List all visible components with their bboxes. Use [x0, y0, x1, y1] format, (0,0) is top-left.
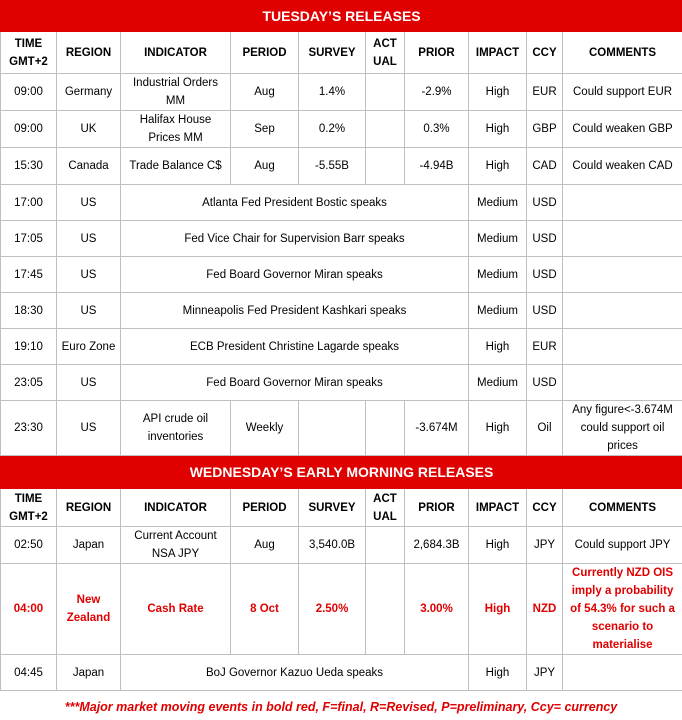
cell-impact: High	[469, 564, 527, 655]
cell-impact: High	[469, 655, 527, 691]
cell-indicator: Halifax House Prices MM	[121, 111, 231, 148]
cell-comments: Could support JPY	[563, 527, 682, 564]
cell-time: 02:50	[1, 527, 57, 564]
cell-comments: Currently NZD OIS imply a probability of 54.3% for such a scenario to materialise	[563, 564, 682, 655]
cell-period: Weekly	[231, 401, 299, 456]
cell-period: Aug	[231, 148, 299, 185]
header-indicator: INDICATOR	[121, 489, 231, 527]
cell-comments	[563, 655, 682, 691]
cell-ccy: CAD	[527, 148, 563, 185]
cell-event: Minneapolis Fed President Kashkari speaks	[121, 293, 469, 329]
cell-time: 18:30	[1, 293, 57, 329]
cell-time: 19:10	[1, 329, 57, 365]
cell-ccy: NZD	[527, 564, 563, 655]
cell-region: Japan	[57, 655, 121, 691]
cell-region: Japan	[57, 527, 121, 564]
cell-prior: -4.94B	[405, 148, 469, 185]
header-time: TIME GMT+2	[1, 32, 57, 74]
cell-survey: 0.2%	[299, 111, 366, 148]
cell-survey: 3,540.0B	[299, 527, 366, 564]
cell-time: 17:05	[1, 221, 57, 257]
cell-impact: High	[469, 401, 527, 456]
cell-region: US	[57, 257, 121, 293]
event-row	[1, 329, 682, 365]
header-region: REGION	[57, 489, 121, 527]
header-impact: IMPACT	[469, 32, 527, 74]
cell-region: UK	[57, 111, 121, 148]
cell-impact: High	[469, 74, 527, 111]
header-period: PERIOD	[231, 489, 299, 527]
header-comments: COMMENTS	[563, 32, 682, 74]
header-time: TIME GMT+2	[1, 489, 57, 527]
cell-ccy: USD	[527, 221, 563, 257]
cell-survey: 1.4%	[299, 74, 366, 111]
cell-indicator: API crude oil inventories	[121, 401, 231, 456]
cell-comments: Could support EUR	[563, 74, 682, 111]
cell-time: 17:45	[1, 257, 57, 293]
cell-impact: High	[469, 148, 527, 185]
wednesday-banner	[1, 456, 682, 489]
cell-period: 8 Oct	[231, 564, 299, 655]
event-row	[1, 221, 682, 257]
cell-event: Fed Vice Chair for Supervision Barr speaks	[121, 221, 469, 257]
cell-comments	[563, 221, 682, 257]
cell-impact: Medium	[469, 365, 527, 401]
event-row	[1, 655, 682, 691]
cell-region: Euro Zone	[57, 329, 121, 365]
header-actual: ACT UAL	[366, 489, 405, 527]
header-comments: COMMENTS	[563, 489, 682, 527]
cell-comments	[563, 329, 682, 365]
cell-event: BoJ Governor Kazuo Ueda speaks	[121, 655, 469, 691]
wednesday-header-row	[1, 489, 682, 527]
cell-prior: -3.674M	[405, 401, 469, 456]
header-impact: IMPACT	[469, 489, 527, 527]
cell-actual	[366, 111, 405, 148]
cell-impact: High	[469, 527, 527, 564]
cell-comments	[563, 185, 682, 221]
cell-time: 23:05	[1, 365, 57, 401]
cell-survey	[299, 401, 366, 456]
header-survey: SURVEY	[299, 32, 366, 74]
table-row	[1, 74, 682, 111]
cell-region: US	[57, 365, 121, 401]
header-period: PERIOD	[231, 32, 299, 74]
cell-comments	[563, 293, 682, 329]
table-row	[1, 527, 682, 564]
cell-indicator: Industrial Orders MM	[121, 74, 231, 111]
header-ccy: CCY	[527, 489, 563, 527]
cell-ccy: GBP	[527, 111, 563, 148]
cell-event: Fed Board Governor Miran speaks	[121, 257, 469, 293]
header-indicator: INDICATOR	[121, 32, 231, 74]
event-row	[1, 365, 682, 401]
cell-time: 23:30	[1, 401, 57, 456]
cell-impact: Medium	[469, 293, 527, 329]
cell-prior: 2,684.3B	[405, 527, 469, 564]
header-actual: ACT UAL	[366, 32, 405, 74]
cell-survey: -5.55B	[299, 148, 366, 185]
cell-time: 09:00	[1, 111, 57, 148]
cell-actual	[366, 148, 405, 185]
table-row-highlighted	[1, 564, 682, 655]
cell-period: Aug	[231, 74, 299, 111]
cell-indicator: Trade Balance C$	[121, 148, 231, 185]
cell-comments	[563, 257, 682, 293]
cell-actual	[366, 74, 405, 111]
cell-impact: Medium	[469, 221, 527, 257]
wednesday-title: WEDNESDAY’S EARLY MORNING RELEASES	[1, 456, 682, 489]
cell-time: 04:00	[1, 564, 57, 655]
cell-impact: Medium	[469, 257, 527, 293]
cell-ccy: JPY	[527, 655, 563, 691]
header-ccy: CCY	[527, 32, 563, 74]
cell-region: US	[57, 401, 121, 456]
cell-prior: 0.3%	[405, 111, 469, 148]
cell-ccy: EUR	[527, 74, 563, 111]
cell-period: Sep	[231, 111, 299, 148]
cell-ccy: USD	[527, 185, 563, 221]
cell-ccy: JPY	[527, 527, 563, 564]
cell-event: ECB President Christine Lagarde speaks	[121, 329, 469, 365]
tuesday-banner	[1, 1, 682, 32]
cell-impact: High	[469, 111, 527, 148]
cell-comments: Could weaken GBP	[563, 111, 682, 148]
event-row	[1, 185, 682, 221]
cell-region: US	[57, 293, 121, 329]
cell-actual	[366, 564, 405, 655]
cell-actual	[366, 401, 405, 456]
cell-comments	[563, 365, 682, 401]
table-row	[1, 401, 682, 456]
header-prior: PRIOR	[405, 489, 469, 527]
cell-time: 17:00	[1, 185, 57, 221]
header-prior: PRIOR	[405, 32, 469, 74]
event-row	[1, 257, 682, 293]
cell-impact: Medium	[469, 185, 527, 221]
tuesday-title: TUESDAY’S RELEASES	[1, 1, 682, 32]
cell-time: 09:00	[1, 74, 57, 111]
tuesday-header-row	[1, 32, 682, 74]
cell-prior: -2.9%	[405, 74, 469, 111]
cell-event: Fed Board Governor Miran speaks	[121, 365, 469, 401]
cell-indicator: Current Account NSA JPY	[121, 527, 231, 564]
cell-region: US	[57, 185, 121, 221]
cell-time: 15:30	[1, 148, 57, 185]
header-region: REGION	[57, 32, 121, 74]
cell-ccy: EUR	[527, 329, 563, 365]
cell-ccy: USD	[527, 257, 563, 293]
table-row	[1, 148, 682, 185]
event-row	[1, 293, 682, 329]
cell-region: Germany	[57, 74, 121, 111]
cell-region: US	[57, 221, 121, 257]
cell-ccy: USD	[527, 293, 563, 329]
cell-prior: 3.00%	[405, 564, 469, 655]
cell-region: Canada	[57, 148, 121, 185]
cell-impact: High	[469, 329, 527, 365]
table-row	[1, 111, 682, 148]
cell-comments: Any figure<-3.674M could support oil prices	[563, 401, 682, 456]
cell-ccy: USD	[527, 365, 563, 401]
cell-comments: Could weaken CAD	[563, 148, 682, 185]
cell-indicator: Cash Rate	[121, 564, 231, 655]
footer-note: ***Major market moving events in bold red, F=final, R=Revised, P=preliminary, Ccy= currency	[64, 700, 618, 714]
cell-period: Aug	[231, 527, 299, 564]
cell-region: New Zealand	[57, 564, 121, 655]
cell-event: Atlanta Fed President Bostic speaks	[121, 185, 469, 221]
cell-ccy: Oil	[527, 401, 563, 456]
cell-survey: 2.50%	[299, 564, 366, 655]
header-survey: SURVEY	[299, 489, 366, 527]
cell-actual	[366, 527, 405, 564]
cell-time: 04:45	[1, 655, 57, 691]
